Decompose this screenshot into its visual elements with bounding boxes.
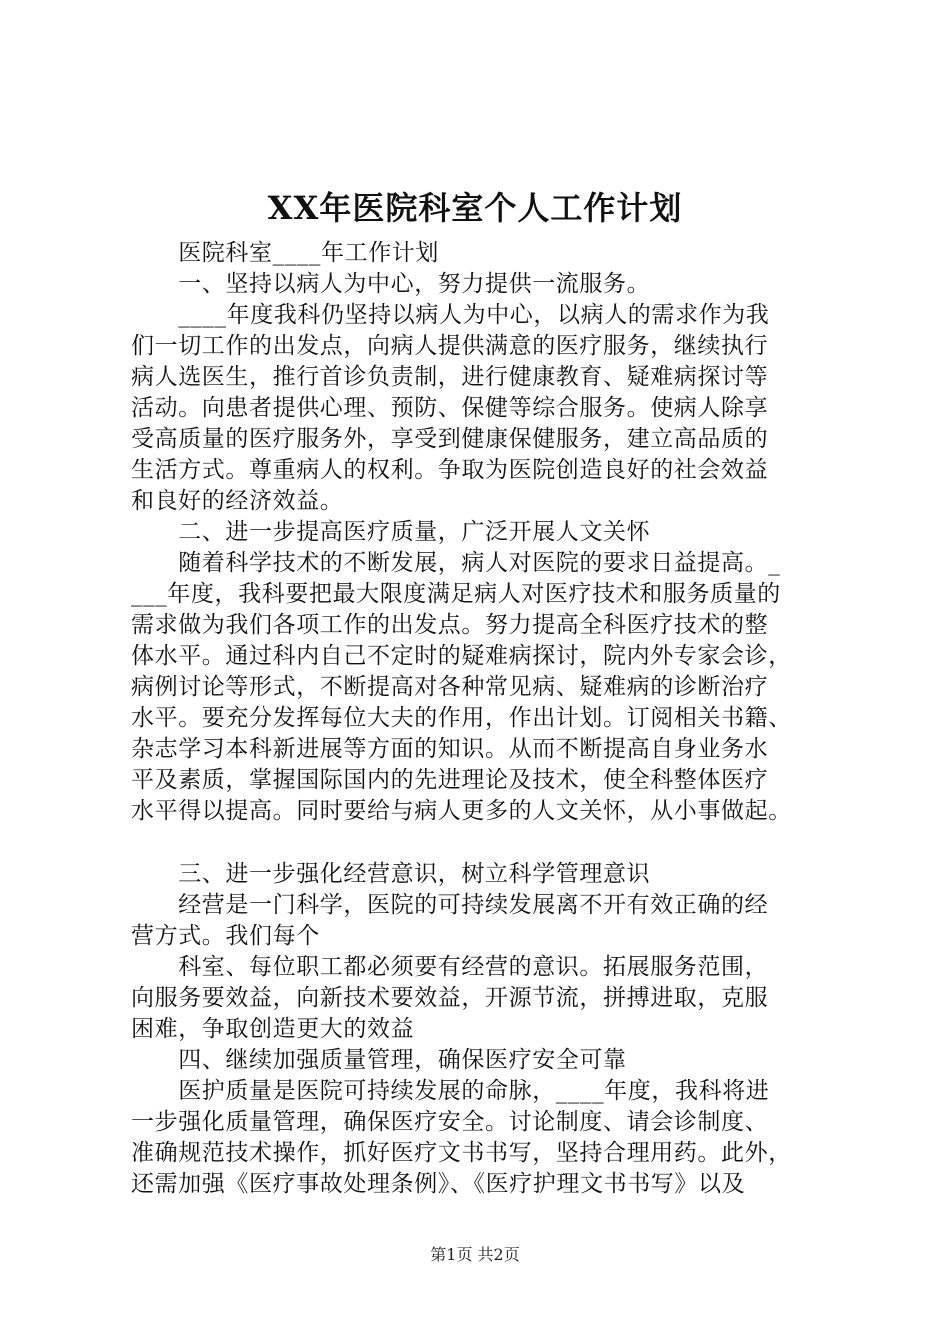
text-line: ____年度我科仍坚持以病人为中心，以病人的需求作为我 (131, 302, 770, 328)
text-line: 受高质量的医疗服务外，享受到健康保健服务，建立高品质的 (131, 426, 769, 452)
text-line: 准确规范技术操作，抓好医疗文书书写，坚持合理用药。此外， (131, 1140, 792, 1166)
section-heading: 一、坚持以病人为中心，努力提供一流服务。 (131, 271, 651, 297)
text-line: 随着科学技术的不断发展，病人对医院的要求日益提高。_ (131, 550, 781, 576)
text-line: 病人选医生，推行首诊负责制，进行健康教育、疑难病探讨等 (131, 364, 769, 390)
section-heading: 二、进一步提高医疗质量，广泛开展人文关怀 (131, 519, 651, 545)
page-number: 第1页 共2页 (430, 1245, 520, 1264)
text-line: 体水平。通过科内自己不定时的疑难病探讨，院内外专家会诊， (131, 643, 792, 669)
text-line: 需求做为我们各项工作的出发点。努力提高全科医疗技术的整 (131, 612, 769, 638)
document-title: XX年医院科室个人工作计划 (267, 189, 683, 227)
text-line: 活动。向患者提供心理、预防、保健等综合服务。使病人除享 (131, 395, 769, 421)
section-heading: 四、继续加强质量管理，确保医疗安全可靠 (131, 1047, 627, 1073)
text-line: 营方式。我们每个 (131, 923, 320, 949)
text-line: 科室、每位职工都必须要有经营的意识。拓展服务范围， (131, 954, 769, 980)
text-line: 困难，争取创造更大的效益 (131, 1016, 415, 1042)
text-line: 还需加强《医疗事故处理条例》、《医疗护理文书书写》以及 (131, 1171, 746, 1197)
document-body (131, 238, 831, 1200)
text-line: 向服务要效益，向新技术要效益，开源节流，拼搏进取，克服 (131, 985, 769, 1011)
paragraph-gap (131, 827, 831, 859)
text-line: 一步强化质量管理，确保医疗安全。讨论制度、请会诊制度、 (131, 1109, 769, 1135)
text-line: 医院科室____年工作计划 (131, 240, 439, 266)
text-line: 病例讨论等形式，不断提高对各种常见病、疑难病的诊断治疗 (131, 674, 769, 700)
text-line: 们一切工作的出发点，向病人提供满意的医疗服务，继续执行 (131, 333, 769, 359)
text-line: 杂志学习本科新进展等方面的知识。从而不断提高自身业务水 (131, 736, 769, 762)
text-line: 医护质量是医院可持续发展的命脉，____年度，我科将进 (131, 1078, 770, 1104)
text-line: 和良好的经济效益。 (131, 488, 344, 514)
text-line: 水平得以提高。同时要给与病人更多的人文关怀，从小事做起。 (131, 798, 792, 824)
text-line: 水平。要充分发挥每位大夫的作用，作出计划。订阅相关书籍、 (131, 705, 792, 731)
text-line: ___年度，我科要把最大限度满足病人对医疗技术和服务质量的 (131, 581, 781, 607)
text-line: 平及素质，掌握国际国内的先进理论及技术，使全科整体医疗 (131, 767, 769, 793)
text-line: 经营是一门科学，医院的可持续发展离不开有效正确的经 (131, 892, 769, 918)
section-heading: 三、进一步强化经营意识，树立科学管理意识 (131, 861, 651, 887)
text-line: 生活方式。尊重病人的权利。争取为医院创造良好的社会效益 (131, 457, 769, 483)
